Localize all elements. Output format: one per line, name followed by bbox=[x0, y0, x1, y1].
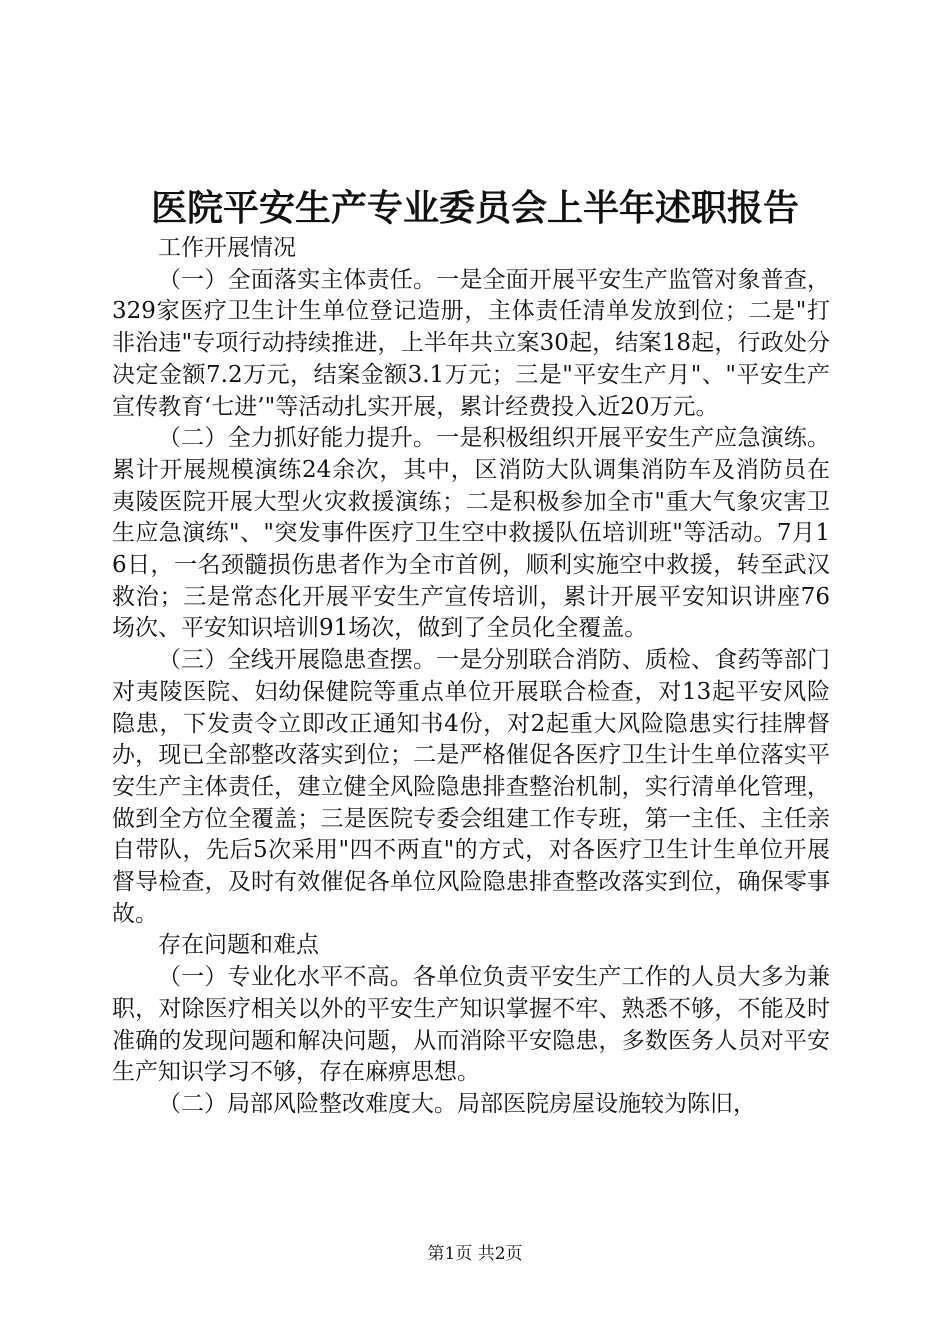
document-title: 医院平安生产专业委员会上半年述职报告 bbox=[150, 187, 799, 229]
paragraph-professionalism: （一）专业化水平不高。各单位负责平安生产工作的人员大多为兼职，对除医疗相关以外的平安生产知识掌握不牢、熟悉不够，不能及时准确的发现问题和解决问题，从而消除平安隐患，多数医务人员对平安生产知识学习不够，存在麻痹思想。 bbox=[112, 964, 830, 1086]
paragraph-risk-rectification: （二）局部风险整改难度大。局部医院房屋设施较为陈旧， bbox=[158, 1090, 756, 1117]
document-body bbox=[112, 233, 830, 1121]
section-heading-problems: 存在问题和难点 bbox=[158, 932, 319, 959]
paragraph-capability: （二）全力抓好能力提升。一是积极组织开展平安生产应急演练。累计开展规模演练24余次，其中，区消防大队调集消防车及消防员在夷陵医院开展大型火灾救援演练；二是积极参加全市"重大气象灾害卫生应急演练"、"突发事件医疗卫生空中救援队伍培训班"等活动。7月16日，一名颈髓损伤患者作为全市首例，顺利实施空中救援，转至武汉救治；三是常态化开展平安生产宣传培训，累计开展平安知识讲座76场次、平安知识培训91场次，做到了全员化全覆盖。 bbox=[112, 425, 830, 642]
section-heading-work-progress: 工作开展情况 bbox=[158, 235, 296, 261]
paragraph-hazard-check: （三）全线开展隐患查摆。一是分别联合消防、质检、食药等部门对夷陵医院、妇幼保健院等重点单位开展联合检查，对13起平安风险隐患，下发责令立即改正通知书4份，对2起重大风险隐患实行挂牌督办，现已全部整改落实到位；二是严格催促各医疗卫生计生单位落实平安生产主体责任，建立健全风险隐患排查整治机制，实行清单化管理，做到全方位全覆盖；三是医院专委会组建工作专班，第一主任、主任亲自带队，先后5次采用"四不两直"的方式，对各医疗卫生计生单位开展督导检查，及时有效催促各单位风险隐患排查整改落实到位，确保零事故。 bbox=[112, 647, 830, 927]
paragraph-responsibility: （一）全面落实主体责任。一是全面开展平安生产监管对象普查，329家医疗卫生计生单位登记造册，主体责任清单发放到位；二是"打非治违"专项行动持续推进，上半年共立案30起，结案18起，行政处分决定金额7.2万元，结案金额3.1万元；三是"平安生产月"、"平安生产宣传教育‘七进’"等活动扎实开展，累计经费投入近20万元。 bbox=[112, 266, 830, 420]
page-number-footer: 第1页 共2页 bbox=[427, 1244, 523, 1264]
